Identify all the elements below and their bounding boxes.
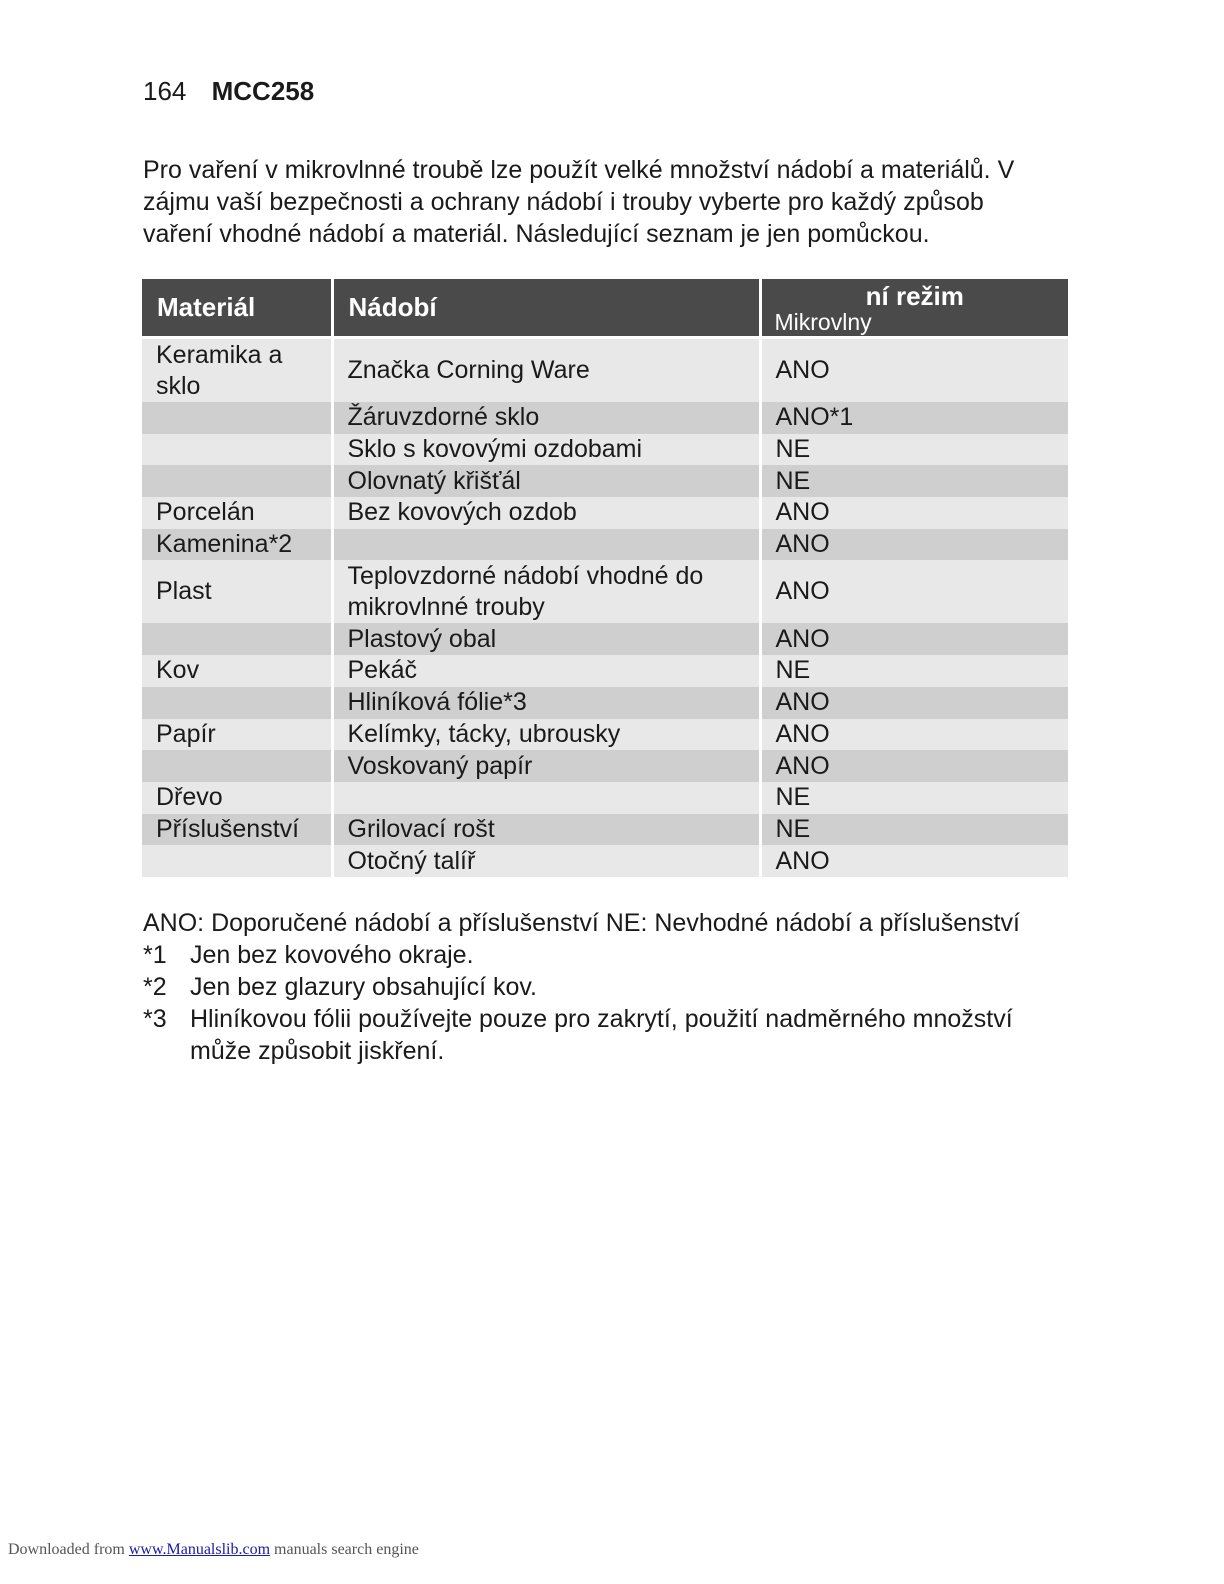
cell-value: NE [760,655,1068,687]
cell-value: ANO [760,750,1068,782]
table-row [142,750,1068,782]
header-cookware: Nádobí [332,279,760,338]
footer-prefix: Downloaded from [8,1541,125,1558]
intro-paragraph [143,154,1043,250]
footnote-text: Jen bez kovového okraje. [190,941,474,969]
table-row [142,845,1068,877]
table-row [142,782,1068,814]
table-row [142,655,1068,687]
cell-value: ANO [760,845,1068,877]
cell-cookware: Grilovací rošt [332,814,760,846]
footnote-text: Jen bez glazury obsahující kov. [190,973,537,1001]
intro-line: zájmu vaší bezpečnosti a ochrany nádobí i trouby vyberte pro každý způsob [143,188,984,216]
cell-cookware: Pekáč [332,655,760,687]
cell-cookware: Olovnatý křišťál [332,465,760,497]
cell-value: ANO [760,623,1068,655]
header-material: Materiál [142,279,332,338]
cell-value: ANO [760,529,1068,561]
header-mode-title: ní režim [865,280,964,311]
cell-value: NE [760,434,1068,466]
cell-value: NE [760,782,1068,814]
table-row [142,529,1068,561]
cell-material: Papír [142,719,332,751]
intro-line: Pro vaření v mikrovlnné troubě lze použít velké množství nádobí a materiálů. V [143,156,1015,184]
footnote-mark: *3 [143,1005,167,1033]
cell-cookware [332,529,760,561]
cell-value: NE [760,814,1068,846]
table-row [142,560,1068,623]
footnote [143,939,1063,971]
footnote [143,1003,1063,1067]
cell-material [142,434,332,466]
table-row [142,465,1068,497]
table-row [142,497,1068,529]
footer-suffix: manuals search engine [274,1541,419,1558]
notes-section [143,907,1063,1067]
cell-cookware: Voskovaný papír [332,750,760,782]
cell-cookware: Bez kovových ozdob [332,497,760,529]
cell-material [142,687,332,719]
cell-material: Porcelán [142,497,332,529]
cell-material [142,465,332,497]
cell-cookware: Značka Corning Ware [332,338,760,403]
header-mode [760,279,1068,338]
cell-value: ANO [760,497,1068,529]
cell-cookware: Žáruvzdorné sklo [332,402,760,434]
cell-material [142,845,332,877]
cell-material: Keramika a sklo [142,338,332,403]
cell-value: ANO [760,338,1068,403]
cell-cookware [332,782,760,814]
intro-line: vaření vhodné nádobí a materiál. Následující seznam je jen pomůckou. [143,220,930,248]
footer-link[interactable]: www.Manualslib.com [128,1541,271,1558]
legend-text: ANO: Doporučené nádobí a příslušenství NE: Nevhodné nádobí a příslušenství [143,909,1020,937]
table-row [142,719,1068,751]
cell-cookware: Hliníková fólie*3 [332,687,760,719]
cell-material [142,402,332,434]
cell-material: Kov [142,655,332,687]
footnote-text: Hliníkovou fólii používejte pouze pro zakrytí, použití nadměrného množství může způsobit jiskření. [190,1005,1013,1065]
cookware-table [142,279,1068,877]
cell-cookware: Sklo s kovovými ozdobami [332,434,760,466]
cell-value: ANO*1 [760,402,1068,434]
cell-value: ANO [760,719,1068,751]
table-row [142,402,1068,434]
cell-cookware: Plastový obal [332,623,760,655]
table-header-row [142,279,1068,338]
table-row [142,434,1068,466]
table-row [142,687,1068,719]
cell-value: ANO [760,687,1068,719]
cell-material: Dřevo [142,782,332,814]
page-number: 164 [143,76,187,106]
table-row [142,338,1068,403]
cell-material [142,750,332,782]
table-row [142,623,1068,655]
table-row [142,814,1068,846]
download-footer [8,1541,419,1559]
header-mode-subtitle: Mikrovlny [774,308,872,335]
cell-value: NE [760,465,1068,497]
cell-material: Příslušenství [142,814,332,846]
cell-cookware: Otočný talíř [332,845,760,877]
cell-material: Kamenina*2 [142,529,332,561]
cell-material: Plast [142,560,332,623]
cell-cookware: Kelímky, tácky, ubrousky [332,719,760,751]
footnote-mark: *2 [143,973,167,1001]
page-header [143,76,314,107]
footnote-mark: *1 [143,941,167,969]
footnote [143,971,1063,1003]
cell-cookware: Teplovzdorné nádobí vhodné do mikrovlnné trouby [332,560,760,623]
cell-value: ANO [760,560,1068,623]
cell-material [142,623,332,655]
model-name: MCC258 [211,76,315,106]
